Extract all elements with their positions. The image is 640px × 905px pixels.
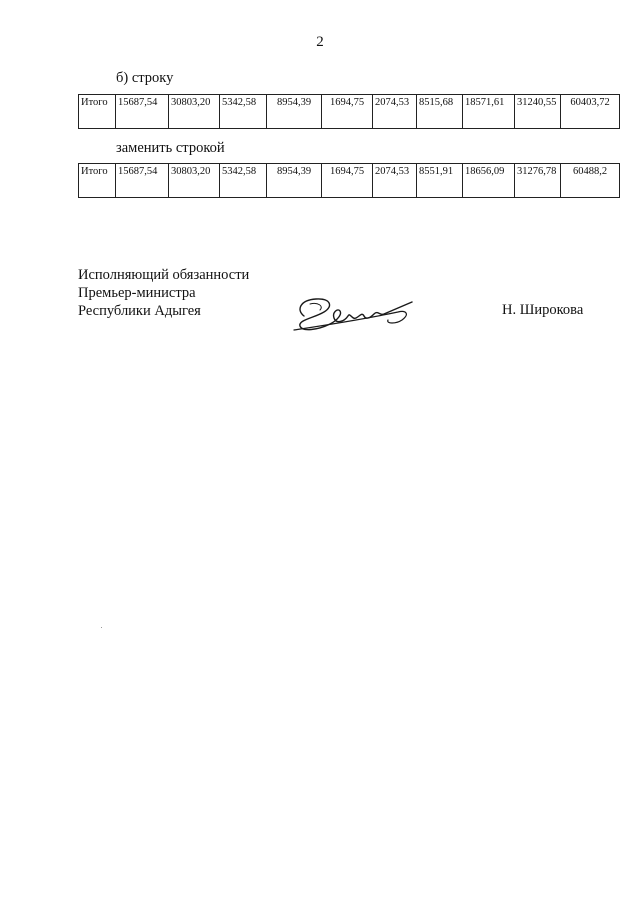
old-row-table <box>78 94 620 129</box>
replace-text: заменить строкой <box>116 140 225 156</box>
table-cell: 30803,20 <box>169 95 220 129</box>
table-cell: 2074,53 <box>373 95 417 129</box>
table-cell: 15687,54 <box>116 95 169 129</box>
table-cell: 5342,58 <box>220 95 267 129</box>
table-cell: 1694,75 <box>322 164 373 198</box>
table-row <box>79 164 620 198</box>
table-cell: 8551,91 <box>417 164 463 198</box>
table-cell: 60403,72 <box>561 95 620 129</box>
page-number: 2 <box>316 34 324 50</box>
table-cell: 31276,78 <box>515 164 561 198</box>
table-cell: 5342,58 <box>220 164 267 198</box>
table-cell: 30803,20 <box>169 164 220 198</box>
table-cell-label: Итого <box>79 95 116 129</box>
table-cell: 2074,53 <box>373 164 417 198</box>
table-cell: 18571,61 <box>463 95 515 129</box>
new-row-table <box>78 163 620 198</box>
table-cell: 31240,55 <box>515 95 561 129</box>
table-cell: 15687,54 <box>116 164 169 198</box>
handwritten-signature <box>290 290 420 336</box>
scan-speck <box>101 627 102 628</box>
table-cell-label: Итого <box>79 164 116 198</box>
table-cell: 8954,39 <box>267 164 322 198</box>
signatory-name: Н. Широкова <box>502 302 584 318</box>
table-row <box>79 95 620 129</box>
table-cell: 1694,75 <box>322 95 373 129</box>
signatory-title-line-3: Республики Адыгея <box>78 303 201 319</box>
signatory-block <box>78 266 249 320</box>
table-cell: 18656,09 <box>463 164 515 198</box>
table-cell: 8515,68 <box>417 95 463 129</box>
table-cell: 8954,39 <box>267 95 322 129</box>
signatory-title-line-2: Премьер-министра <box>78 285 196 301</box>
table-cell: 60488,2 <box>561 164 620 198</box>
paragraph-b: б) строку <box>116 70 174 86</box>
signatory-title-line-1: Исполняющий обязанности <box>78 267 250 283</box>
